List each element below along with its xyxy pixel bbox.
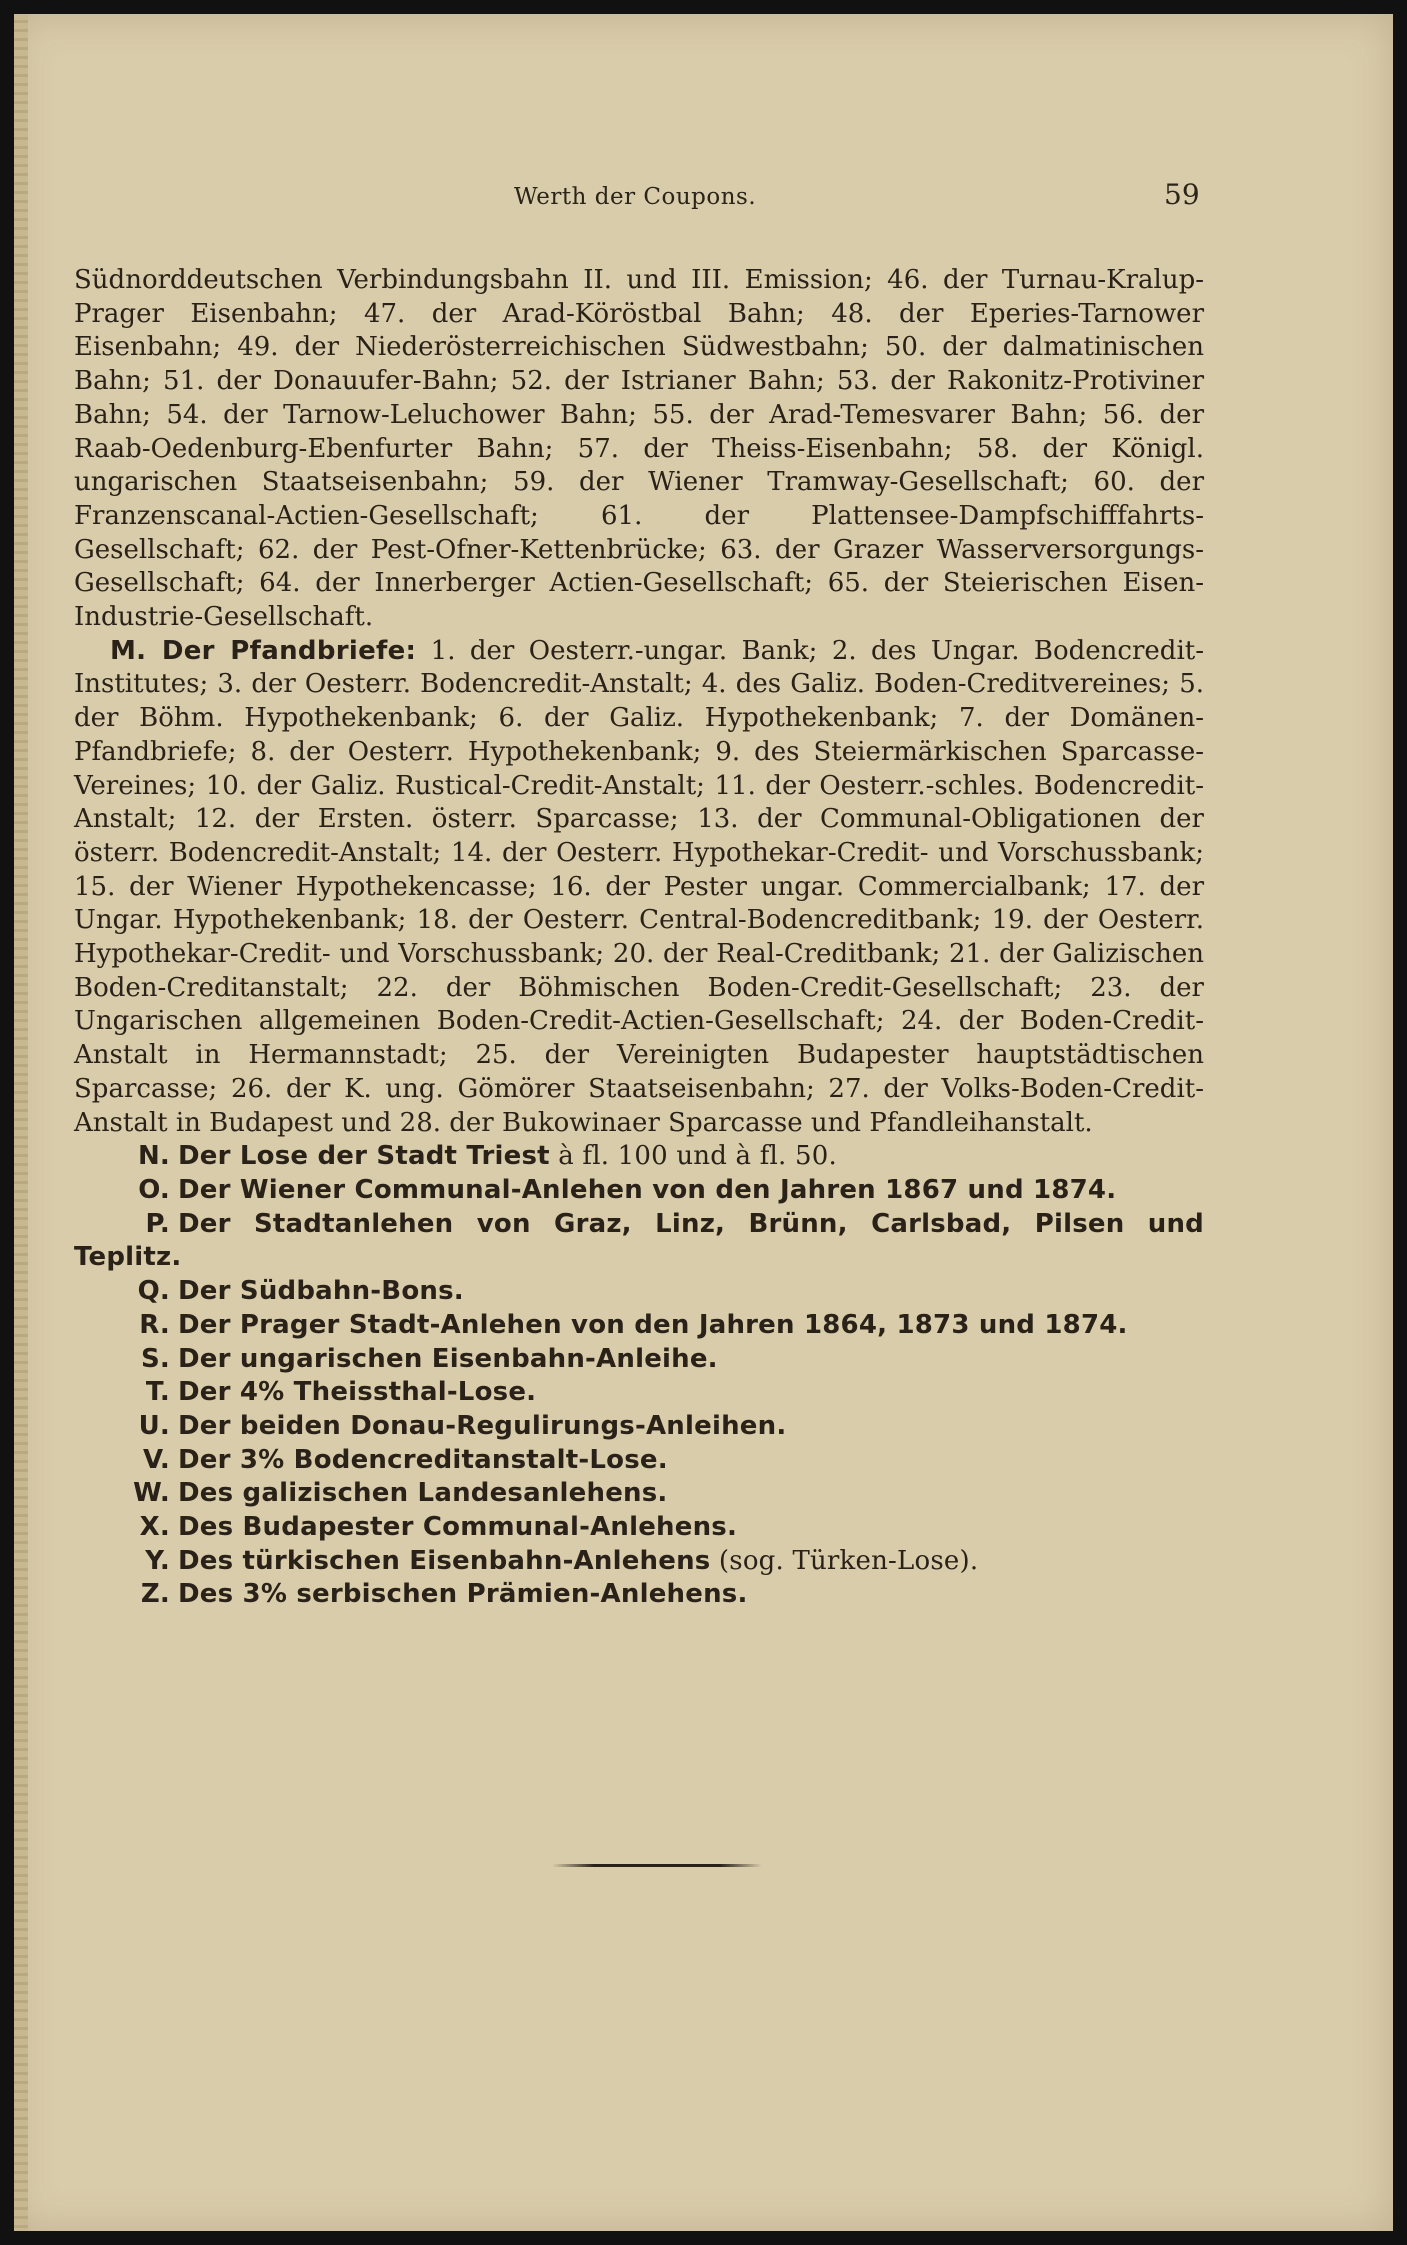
item-letter: V. <box>142 1444 170 1475</box>
list-item <box>74 1376 1204 1410</box>
item-title: Des galizischen Landesanlehens. <box>178 1478 668 1509</box>
item-letter: W. <box>133 1478 170 1509</box>
item-note: (sog. Türken-Lose). <box>710 1545 979 1576</box>
item-letter: R. <box>139 1309 170 1340</box>
item-letter: U. <box>138 1410 170 1441</box>
item-letter: Q. <box>137 1276 170 1307</box>
item-title: Der Wiener Communal-Anlehen von den Jahren 1867 und 1874. <box>178 1174 1117 1205</box>
page-number: 59 <box>1164 178 1200 211</box>
book-page <box>14 14 1393 2231</box>
item-letter: Z. <box>140 1579 170 1610</box>
item-note: à fl. 100 und à fl. 50. <box>549 1141 837 1172</box>
item-title: Der Prager Stadt-Anlehen von den Jahren 1864, 1873 und 1874. <box>178 1309 1128 1340</box>
section-m-heading: M. Der Pfandbriefe: <box>110 635 417 666</box>
item-title: Des türkischen Eisenbahn-Anlehens <box>178 1545 711 1576</box>
list-item <box>74 1140 1204 1174</box>
item-letter: P. <box>145 1208 170 1239</box>
text-block <box>74 264 1204 1612</box>
item-title: Der Südbahn-Bons. <box>178 1276 464 1307</box>
item-letter: T. <box>145 1377 170 1408</box>
list-item <box>74 1477 1204 1511</box>
list-item <box>74 1208 1204 1275</box>
item-letter: X. <box>139 1512 170 1543</box>
item-title: Der 4% Theissthal-Lose. <box>178 1377 537 1408</box>
item-title: Der ungarischen Eisenbahn-Anleihe. <box>178 1343 718 1374</box>
list-item <box>74 1578 1204 1612</box>
list-item <box>74 1511 1204 1545</box>
section-m-paragraph <box>74 635 1204 1141</box>
item-letter: Y. <box>145 1545 170 1576</box>
item-title: Der Lose der Stadt Triest <box>178 1141 550 1172</box>
item-title: Des 3% serbischen Prämien-Anlehens. <box>178 1579 748 1610</box>
item-title: Der Stadtanlehen von Graz, Linz, Brünn, Carlsbad, Pilsen und Teplitz. <box>74 1208 1204 1273</box>
running-head: Werth der Coupons. <box>514 184 757 210</box>
item-letter: N. <box>137 1141 170 1172</box>
item-title: Des Budapester Communal-Anlehens. <box>178 1512 738 1543</box>
page-edge <box>14 14 28 2231</box>
section-m-text: 1. der Oesterr.-ungar. Bank; 2. des Ungar. Bodencredit-Institutes; 3. der Oesterr. Bodencredit-Anstalt; 4. des Galiz. Boden-Creditvereines; 5. der Böhm. Hypothekenbank; 6. der Galiz. Hypothekenbank; 7. der Domänen-Pfandbriefe; 8. der Oesterr. Hypothekenbank; 9. des Steiermärkischen Sparcasse-Vereines; 10. der Galiz. Rustical-Credit-Anstalt; 11. der Oesterr.-schles. Bodencredit-Anstalt; 12. der Ersten. österr. Sparcasse; 13. der Communal-Obligationen der österr. Bodencredit-Anstalt; 14. der Oesterr. Hypothekar-Credit- und Vorschussbank; 15. der Wiener Hypothekencasse; 16. der Pester ungar. Commercialbank; 17. der Ungar. Hypothekenbank; 18. der Oesterr. Central-Bodencreditbank; 19. der Oesterr. Hypothekar-Credit- und Vorschussbank; 20. der Real-Creditbank; 21. der Galizischen Boden-Creditanstalt; 22. der Böhmischen Boden-Credit-Gesellschaft; 23. der Ungarischen allgemeinen Boden-Credit-Actien-Gesellschaft; 24. der Boden-Credit-Anstalt in Hermannstadt; 25. der Vereinigten Budapester hauptstädtischen Sparcasse; 26. der K. ung. Gömörer Staatseisenbahn; 27. der Volks-Boden-Credit-Anstalt in Budapest und 28. der Bukowinaer Sparcasse und Pfandleihanstalt. <box>74 635 1205 1138</box>
closing-rule <box>552 1864 762 1867</box>
item-title: Der beiden Donau-Regulirungs-Anleihen. <box>178 1410 787 1441</box>
list-item <box>74 1545 1204 1579</box>
list-item <box>74 1410 1204 1444</box>
item-title: Der 3% Bodencreditanstalt-Lose. <box>178 1444 668 1475</box>
list-item <box>74 1174 1204 1208</box>
continuation-paragraph: Südnorddeutschen Verbindungsbahn II. und III. Emission; 46. der Turnau-Kralup-Prager Eisenbahn; 47. der Arad-Köröstbal Bahn; 48. der Eperies-Tarnower Eisenbahn; 49. der Niederösterreichischen Südwestbahn; 50. der dalmatinischen Bahn; 51. der Donauufer-Bahn; 52. der Istrianer Bahn; 53. der Rakonitz-Protiviner Bahn; 54. der Tarnow-Leluchower Bahn; 55. der Arad-Temesvarer Bahn; 56. der Raab-Oedenburg-Ebenfurter Bahn; 57. der Theiss-Eisenbahn; 58. der Königl. ungarischen Staatseisenbahn; 59. der Wiener Tramway-Gesellschaft; 60. der Franzenscanal-Actien-Gesellschaft; 61. der Plattensee-Dampfschifffahrts-Gesellschaft; 62. der Pest-Ofner-Kettenbrücke; 63. der Grazer Wasserversorgungs-Gesellschaft; 64. der Innerberger Actien-Gesellschaft; 65. der Steierischen Eisen-Industrie-Gesellschaft. <box>74 265 1204 633</box>
letter-list <box>74 1140 1204 1612</box>
list-item <box>74 1309 1204 1343</box>
list-item <box>74 1275 1204 1309</box>
item-letter: O. <box>138 1174 170 1205</box>
item-letter: S. <box>140 1343 170 1374</box>
list-item <box>74 1343 1204 1377</box>
list-item <box>74 1444 1204 1478</box>
